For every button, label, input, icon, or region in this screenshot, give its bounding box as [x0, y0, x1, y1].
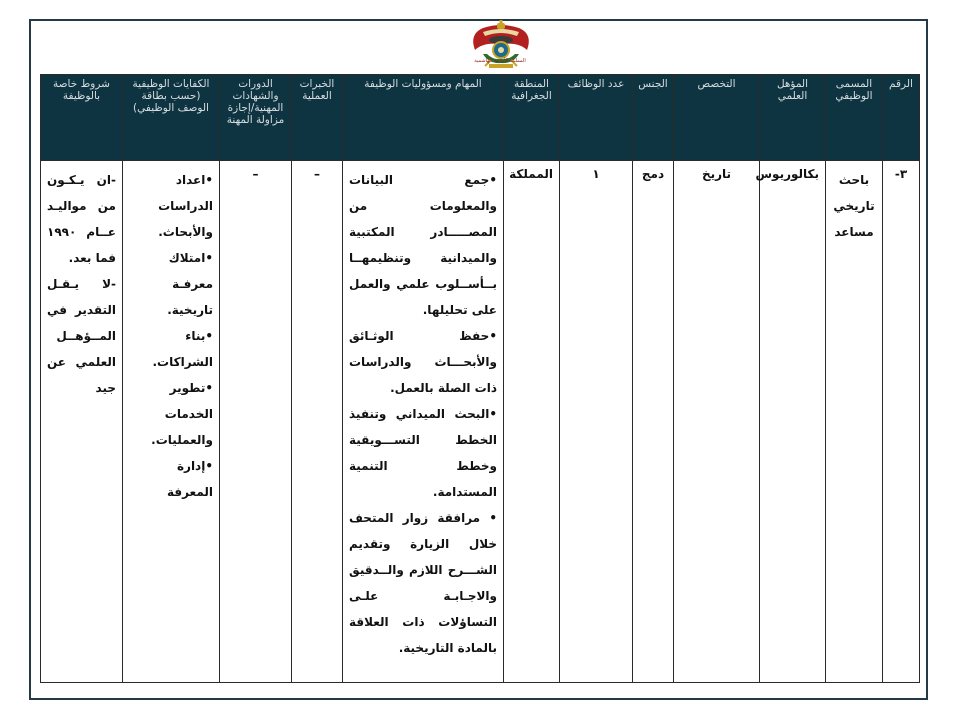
duty-item: • مرافقة زوار المتحف خلال الزيارة وتقديم الشـــرح اللازم والــدقيق والاجـابـة علـى التساؤلات ذات العلاقة بالمادة التاريخية.: [349, 511, 497, 655]
header-vacancies: عدد الوظائف: [560, 75, 633, 161]
cell-region: المملكة: [504, 161, 560, 683]
header-region: المنطقة الجغرافية: [504, 75, 560, 161]
header-duties: المهام ومسؤوليات الوظيفة: [343, 75, 504, 161]
condition-item: -ان يـكـون من مواليـد عــام ١٩٩٠ فما بعد.: [47, 173, 116, 265]
cell-qualification: بكالوريوس: [760, 161, 826, 683]
header-number: الرقم: [883, 75, 920, 161]
emblem-caption: المملكة الأردنية الهاشمية: [474, 58, 526, 64]
header-competencies: الكفايات الوظيفية (حسب بطاقة الوصف الوظيفي): [123, 75, 220, 161]
job-title-line: تاريخي: [833, 199, 875, 213]
competency-item: •إدارة المعرفة: [166, 459, 213, 499]
header-experience: الخبرات العملية: [292, 75, 343, 161]
competency-item: •اعداد الدراسات والأبحاث.: [158, 173, 213, 239]
duty-item: •البحث الميداني وتنفيذ الخطط التســـويقية وخطط التنمية المستدامة.: [349, 407, 497, 499]
header-courses: الدورات والشهادات المهنية/إجازة مزاولة المهنة: [220, 75, 292, 161]
job-title-line: باحث: [838, 173, 870, 187]
header-qualification: المؤهل العلمي: [760, 75, 826, 161]
competency-item: •امتلاك معرفـة تاريخية.: [167, 251, 213, 317]
job-listing-table: [40, 74, 920, 683]
cell-number: ٣-: [883, 161, 920, 683]
cell-job-title: [826, 161, 883, 683]
cell-gender: دمج: [633, 161, 674, 683]
competency-item: •تطوير الخدمات والعمليات.: [151, 381, 213, 447]
header-special-conditions: شروط خاصة بالوظيفة: [41, 75, 123, 161]
job-title-line: مساعد: [834, 225, 874, 239]
header-gender: الجنس: [633, 75, 674, 161]
cell-experience: –: [292, 161, 343, 683]
cell-specialization: تاريخ: [674, 161, 760, 683]
table-header-row: [41, 75, 920, 161]
cell-vacancies: ١: [560, 161, 633, 683]
duty-item: •حفظ الوثـائق والأبحـــاث والدراسات ذات الصلة بالعمل.: [349, 329, 497, 395]
cell-special-conditions: [41, 161, 123, 683]
condition-item: -لا يـقـل التقدير في المــؤهــل العلمي عن جيد: [47, 277, 116, 395]
header-specialization: التخصص: [674, 75, 760, 161]
competency-item: •بناء الشراكات.: [152, 329, 213, 369]
duty-item: •جمع البيانات والمعلومات من المصـــــادر المكتبية والميدانية وتنظيمهــا بــأســلوب علمي والعمل على تحليلها.: [349, 173, 497, 317]
cell-duties: [343, 161, 504, 683]
table-row: [41, 161, 920, 683]
cell-competencies: [123, 161, 220, 683]
header-job-title: المسمى الوظيفي: [826, 75, 883, 161]
cell-courses: –: [220, 161, 292, 683]
